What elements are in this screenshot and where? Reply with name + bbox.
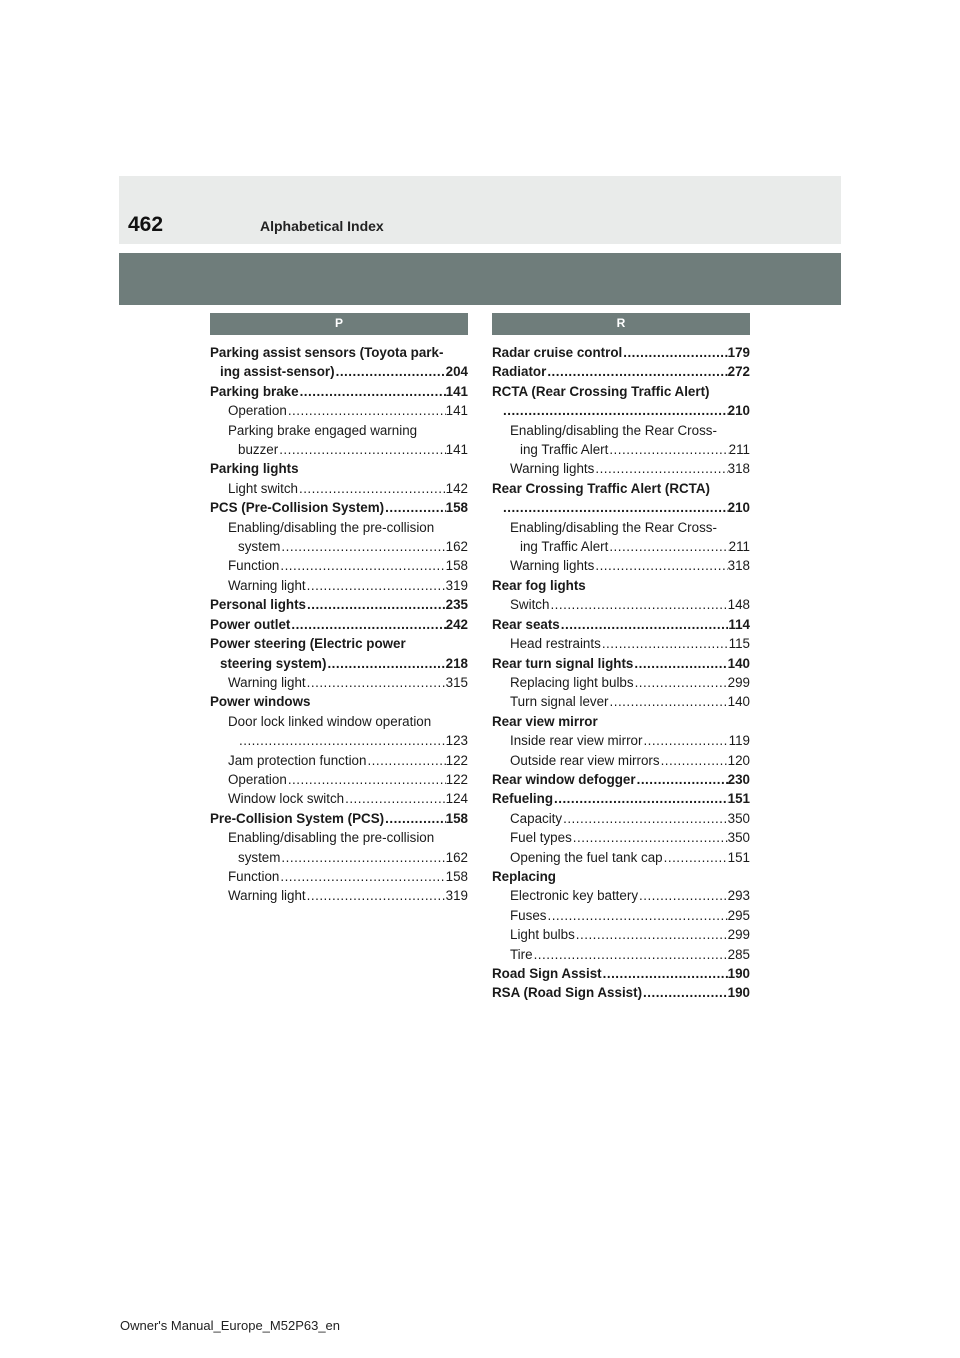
index-entry [210, 789, 468, 808]
index-entry-page[interactable]: 299 [727, 927, 750, 943]
index-entry [492, 615, 750, 634]
dot-leader [280, 848, 445, 867]
index-entry: Parking brake engaged warning [228, 422, 418, 438]
index-entry: Power steering (Electric power [210, 636, 406, 652]
index-entry-page[interactable]: 140 [727, 655, 750, 671]
dot-leader [384, 498, 446, 517]
index-entry [210, 848, 468, 867]
index-entry-text: ing Traffic Alert [520, 539, 609, 555]
index-entry-page[interactable]: 179 [727, 345, 750, 360]
index-entry-text: Electronic key battery [510, 888, 639, 904]
index-entry [492, 459, 750, 478]
dot-leader [601, 634, 729, 653]
index-entry-page[interactable]: 350 [727, 830, 750, 846]
dot-leader [344, 789, 446, 808]
index-entry-text: Rear seats [492, 616, 560, 632]
index-entry [492, 983, 750, 1002]
dot-leader [546, 362, 727, 381]
index-entry-page[interactable]: 162 [445, 539, 468, 555]
index-entry-text: Tire [510, 946, 533, 962]
index-entry-page[interactable]: 158 [445, 558, 468, 574]
index-entry [210, 595, 468, 614]
index-entry [492, 925, 750, 944]
letter-heading-r: R [492, 313, 750, 335]
index-entry-page[interactable]: 230 [727, 771, 750, 787]
dot-leader [306, 886, 446, 905]
index-entry-page[interactable]: 123 [445, 733, 468, 749]
index-entry [210, 498, 468, 517]
index-entry-text: Operation [228, 771, 287, 787]
index-entry: Parking lights [210, 461, 299, 477]
index-entry-page[interactable]: 299 [727, 674, 750, 690]
section-title: Alphabetical Index [260, 218, 384, 234]
index-entry-page[interactable]: 315 [445, 674, 468, 690]
index-entry-page[interactable]: 119 [728, 733, 750, 749]
index-entries-r [492, 343, 750, 1003]
dot-leader [290, 615, 445, 634]
index-entry [492, 886, 750, 905]
index-entry-page[interactable]: 122 [445, 752, 468, 768]
index-entry-page[interactable]: 115 [728, 636, 750, 652]
index-entry: Door lock linked window operation [228, 713, 432, 729]
dot-leader [279, 867, 445, 886]
index-entry [492, 848, 750, 867]
index-entry-text: Jam protection function [228, 752, 367, 768]
dot-leader [562, 809, 728, 828]
index-entry [210, 731, 468, 750]
dot-leader [633, 654, 727, 673]
index-entry-page[interactable]: 141 [445, 403, 468, 419]
index-entry-page[interactable]: 124 [445, 791, 468, 807]
index-entry-text: system [238, 849, 281, 865]
index-entry [492, 906, 750, 925]
index-entry-page[interactable]: 211 [728, 442, 750, 458]
index-entry-page[interactable]: 204 [445, 364, 468, 380]
index-entry [210, 615, 468, 634]
dot-leader [594, 556, 727, 575]
index-entry-text: Fuel types [510, 830, 572, 846]
index-entry: Replacing [492, 868, 556, 884]
dot-leader [594, 459, 727, 478]
dot-leader [608, 440, 728, 459]
index-entry-text: PCS (Pre-Collision System) [210, 500, 385, 516]
index-entry-page[interactable]: 272 [727, 364, 750, 380]
dot-leader [642, 983, 728, 1002]
index-entry-text: Power outlet [210, 616, 291, 632]
index-entry [492, 731, 750, 750]
index-entry [210, 886, 468, 905]
index-entry-page[interactable]: 141 [445, 442, 468, 458]
dot-leader [280, 537, 445, 556]
index-entry-text: Personal lights [210, 597, 306, 613]
index-entry [492, 362, 750, 381]
dot-leader [634, 673, 728, 692]
index-entry-text: RSA (Road Sign Assist) [492, 985, 643, 1001]
dot-leader [306, 673, 446, 692]
index-entry [210, 382, 468, 401]
index-entry-page[interactable]: 151 [727, 849, 750, 865]
index-entry-page[interactable]: 350 [727, 810, 750, 826]
index-entry-page[interactable]: 158 [445, 868, 468, 884]
index-entry-page[interactable]: 122 [445, 771, 468, 787]
index-entry-page[interactable]: 141 [445, 383, 468, 399]
index-entry-page[interactable]: 151 [727, 791, 750, 807]
index-column-r [492, 313, 750, 1003]
index-entry-page[interactable]: 114 [728, 616, 750, 632]
dot-leader [287, 770, 446, 789]
dot-leader [549, 595, 727, 614]
index-entry-page[interactable]: 140 [727, 694, 750, 710]
dot-leader [335, 362, 446, 381]
header-gray-bar [119, 253, 841, 305]
dot-leader [306, 576, 446, 595]
index-entry-text: system [238, 539, 281, 555]
index-entry-text: Capacity [510, 810, 563, 826]
index-entry [210, 867, 468, 886]
index-entry-page[interactable]: 148 [727, 597, 750, 613]
index-entry [210, 751, 468, 770]
index-entry: Enabling/disabling the pre-collision [228, 830, 435, 846]
index-entry [492, 673, 750, 692]
index-entry: Power windows [210, 694, 311, 710]
dot-leader [326, 654, 445, 673]
index-entry: Parking assist sensors (Toyota park- [210, 345, 444, 360]
index-entry-page[interactable]: 218 [445, 655, 468, 671]
index-entry-page[interactable]: 190 [727, 985, 750, 1001]
dot-leader [572, 828, 728, 847]
index-entry [210, 770, 468, 789]
index-entries-p [210, 343, 468, 906]
index-entry [492, 343, 750, 362]
index-entry [492, 770, 750, 789]
index-entry: Rear fog lights [492, 577, 586, 593]
dot-leader [278, 440, 445, 459]
dot-leader [622, 343, 727, 362]
index-entry [210, 362, 468, 381]
index-entry-text: Light switch [228, 480, 298, 496]
index-entry: Enabling/disabling the Rear Cross- [510, 422, 717, 438]
index-entry [492, 440, 750, 459]
dot-leader [298, 479, 446, 498]
index-entry-text: Rear turn signal lights [492, 655, 634, 671]
index-entry-text: Radiator [492, 364, 547, 380]
index-entry-page[interactable]: 211 [728, 539, 750, 555]
index-entry-text: Rear window defogger [492, 771, 636, 787]
index-entry-page[interactable]: 295 [727, 907, 750, 923]
index-entry [210, 401, 468, 420]
index-entry-text: Refueling [492, 791, 554, 807]
index-entry: RCTA (Rear Crossing Traffic Alert) [492, 383, 710, 399]
index-entry-text: ing Traffic Alert [520, 442, 609, 458]
index-entry [492, 828, 750, 847]
index-entry: Enabling/disabling the pre-collision [228, 519, 435, 535]
index-entry-page[interactable]: 162 [445, 849, 468, 865]
index-entry-text: buzzer [238, 442, 279, 458]
index-entry [492, 556, 750, 575]
index-entry-text: Parking brake [210, 383, 299, 399]
index-entry-text: ing assist-sensor) [220, 364, 335, 380]
index-entry-page[interactable]: 120 [727, 752, 750, 768]
footer-text: Owner's Manual_Europe_M52P63_en [120, 1318, 341, 1333]
index-entry-text: steering system) [220, 655, 327, 671]
index-entry [210, 809, 468, 828]
index-entry [492, 537, 750, 556]
index-entry [492, 692, 750, 711]
dot-leader [636, 770, 728, 789]
index-entry-text: Function [228, 558, 280, 574]
index-entry-text: Switch [510, 597, 550, 613]
index-entry-text: Warning lights [510, 558, 595, 574]
index-entry-page[interactable]: 319 [445, 888, 468, 904]
index-entry-page[interactable]: 210 [727, 500, 750, 516]
index-entry-page[interactable]: 142 [445, 480, 468, 496]
index-entry: Rear Crossing Traffic Alert (RCTA) [492, 480, 711, 496]
dot-leader [306, 595, 446, 614]
dot-leader [279, 556, 445, 575]
index-entry-page[interactable]: 318 [727, 558, 750, 574]
dot-leader [609, 692, 728, 711]
index-entry-text: Warning light [228, 577, 306, 593]
index-entry [210, 576, 468, 595]
index-entry-text: Radar cruise control [492, 345, 623, 360]
index-entry-page[interactable]: 190 [727, 966, 750, 981]
index-entry-text: Opening the fuel tank cap [510, 849, 663, 865]
page-number: 462 [128, 213, 164, 236]
dot-leader [660, 751, 728, 770]
index-entry [492, 964, 750, 983]
dot-leader [602, 964, 728, 983]
index-entry-page[interactable]: 158 [445, 810, 468, 826]
dot-leader [638, 886, 728, 905]
index-entry [492, 945, 750, 964]
index-entry-text: Window lock switch [228, 791, 345, 807]
index-entry-text: Warning lights [510, 461, 595, 477]
index-entry-text: Inside rear view mirror [510, 733, 643, 749]
index-entry [492, 634, 750, 653]
index-entry-text: Pre-Collision System (PCS) [210, 810, 385, 826]
index-entry: Rear view mirror [492, 713, 598, 729]
index-entry [210, 556, 468, 575]
index-entry: Enabling/disabling the Rear Cross- [510, 519, 717, 535]
index-entry-text: Outside rear view mirrors [510, 752, 660, 768]
index-entry-page[interactable]: 318 [727, 461, 750, 477]
index-entry [210, 479, 468, 498]
index-entry [492, 401, 750, 420]
index-entry-page[interactable]: 293 [727, 888, 750, 904]
index-entry [492, 751, 750, 770]
index-entry [210, 440, 468, 459]
index-entry-text: Light bulbs [510, 927, 575, 943]
index-entry [210, 537, 468, 556]
index-entry-text: Warning light [228, 888, 306, 904]
dot-leader [502, 498, 728, 517]
dot-leader [384, 809, 446, 828]
dot-leader [546, 906, 727, 925]
header-band [119, 176, 841, 244]
index-entry-text: Head restraints [510, 636, 601, 652]
index-entry-text: Function [228, 868, 280, 884]
index-entry-page[interactable]: 158 [445, 500, 468, 516]
index-entry-text: Warning light [228, 674, 306, 690]
index-entry-text: Turn signal lever [510, 694, 609, 710]
index-entry-page[interactable]: 210 [727, 403, 750, 419]
index-entry [492, 789, 750, 808]
index-entry [492, 654, 750, 673]
dot-leader [575, 925, 728, 944]
dot-leader [287, 401, 446, 420]
dot-leader [238, 731, 446, 750]
index-entry-text: Fuses [510, 907, 547, 923]
dot-leader [663, 848, 728, 867]
dot-leader [299, 382, 446, 401]
index-entry [210, 673, 468, 692]
index-entry-page[interactable]: 319 [445, 577, 468, 593]
dot-leader [642, 731, 728, 750]
index-entry [492, 498, 750, 517]
index-entry-page[interactable]: 285 [727, 946, 750, 962]
index-entry-page[interactable]: 235 [445, 597, 468, 613]
dot-leader [366, 751, 445, 770]
index-entry [492, 595, 750, 614]
index-column-p [210, 313, 468, 906]
dot-leader [553, 789, 728, 808]
dot-leader [608, 537, 728, 556]
index-entry-page[interactable]: 242 [445, 616, 468, 632]
index-entry-text: Road Sign Assist [492, 966, 602, 981]
dot-leader [533, 945, 728, 964]
index-entry [492, 809, 750, 828]
index-entry-text: Replacing light bulbs [510, 674, 634, 690]
dot-leader [560, 615, 729, 634]
dot-leader [502, 401, 728, 420]
letter-heading-p: P [210, 313, 468, 335]
index-entry [210, 654, 468, 673]
index-entry-text: Operation [228, 403, 287, 419]
